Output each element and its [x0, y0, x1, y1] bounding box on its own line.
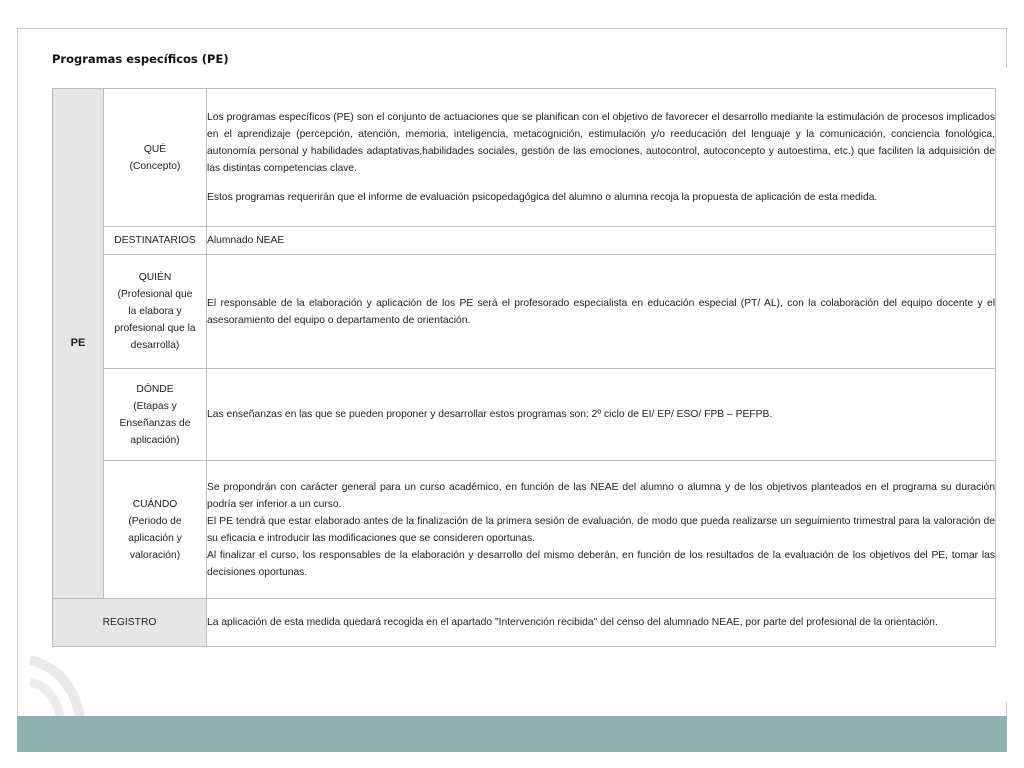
donde-label-line: DÓNDE	[136, 383, 174, 395]
table-row-registro	[53, 599, 996, 647]
table-row-donde	[53, 369, 996, 461]
destinatarios-label: DESTINATARIOS	[104, 227, 207, 255]
cuando-label-line: aplicación y	[128, 532, 182, 544]
slide-border-left	[17, 28, 18, 716]
donde-label	[104, 369, 207, 461]
quien-label-line: desarrolla)	[130, 340, 180, 351]
cuando-paragraph: Al finalizar el curso, los responsables de la elaboración y desarrollo del mismo deberán, en función de los resultados de la evaluación de los objetivos del PE, tomar las decisiones oportunas.	[207, 549, 995, 578]
cuando-label	[104, 461, 207, 599]
que-label-line: QUÉ	[143, 143, 167, 155]
que-paragraph: Los programas específicos (PE) son el conjunto de actuaciones que se planifican con el objetivo de favorecer el desarrollo mediante la estimulación de procesos implicados en el aprendizaje (percepción, atención, memoria, inteligencia, metacognición, estimulación y/o reeducación del lenguaje y la comunicación, conciencia fonológica, autonomía personal y habilidades adaptativas,habilidades sociales, gestión de las emociones, autocontrol, autoconcepto y autoestima, etc.) que faciliten la adquisición de las distintas competencias clave.	[207, 112, 995, 174]
donde-label-line: (Etapas y	[133, 400, 177, 412]
quien-text: El responsable de la elaboración y aplicación de los PE será el profesorado especialista en educación especial (PT/ AL), con la colaboración del equipo docente y el asesoramiento del equipo o departamento de orientación.	[207, 255, 996, 369]
cuando-label-line: valoración)	[129, 549, 181, 561]
quien-label-line: (Profesional que	[117, 289, 193, 300]
que-text	[207, 89, 996, 227]
section-title: Programas específicos (PE)	[52, 52, 229, 66]
que-label	[104, 89, 207, 227]
cuando-text	[207, 461, 996, 599]
footer-bar	[17, 716, 1007, 752]
destinatarios-text: Alumnado NEAE	[207, 227, 996, 255]
quien-label-line: QUIÉN	[138, 272, 172, 283]
quien-label-line: profesional que la	[114, 323, 196, 334]
donde-label-line: aplicación)	[130, 434, 180, 446]
registro-label: REGISTRO	[53, 599, 207, 647]
quien-label	[104, 255, 207, 369]
cuando-label-line: (Periodo de	[128, 515, 182, 527]
quien-label-line: la elabora y	[128, 306, 182, 317]
pe-table	[52, 88, 996, 647]
cuando-label-line: CUÁNDO	[132, 498, 178, 510]
pe-label-cell: PE	[53, 89, 104, 599]
donde-label-line: Enseñanzas de	[119, 417, 191, 429]
cuando-paragraph: Se propondrán con carácter general para un curso académico, en función de las NEAE del alumno o alumna y de los objetivos planteados en el programa su duración podría ser inferior a un curso.	[207, 481, 995, 510]
que-label-line: (Concepto)	[129, 160, 181, 172]
registro-text: La aplicación de esta medida quedará recogida en el apartado "Intervención recibida" del censo del alumnado NEAE, por parte del profesional de la orientación.	[207, 599, 996, 647]
slide-border-right	[1006, 28, 1007, 68]
que-paragraph: Estos programas requerirán que el informe de evaluación psicopedagógica del alumno o alumna recoja la propuesta de aplicación de esta medida.	[207, 192, 878, 203]
donde-text: Las enseñanzas en las que se pueden proponer y desarrollar estos programas son: 2º ciclo de EI/ EP/ ESO/ FPB – PEFPB.	[207, 369, 996, 461]
table-row-destinatarios	[53, 227, 996, 255]
table-row-cuando	[53, 461, 996, 599]
slide-border-top	[17, 28, 1007, 29]
cuando-paragraph: El PE tendrá que estar elaborado antes de la finalización de la primera sesión de evaluación, de modo que pueda realizarse un seguimiento trimestral para la valoración de su eficacia e introducir las modificaciones que se consideren oportunas.	[207, 515, 995, 544]
table-row-que	[53, 89, 996, 227]
slide-border-right-lower	[1006, 702, 1007, 716]
table-row-quien	[53, 255, 996, 369]
